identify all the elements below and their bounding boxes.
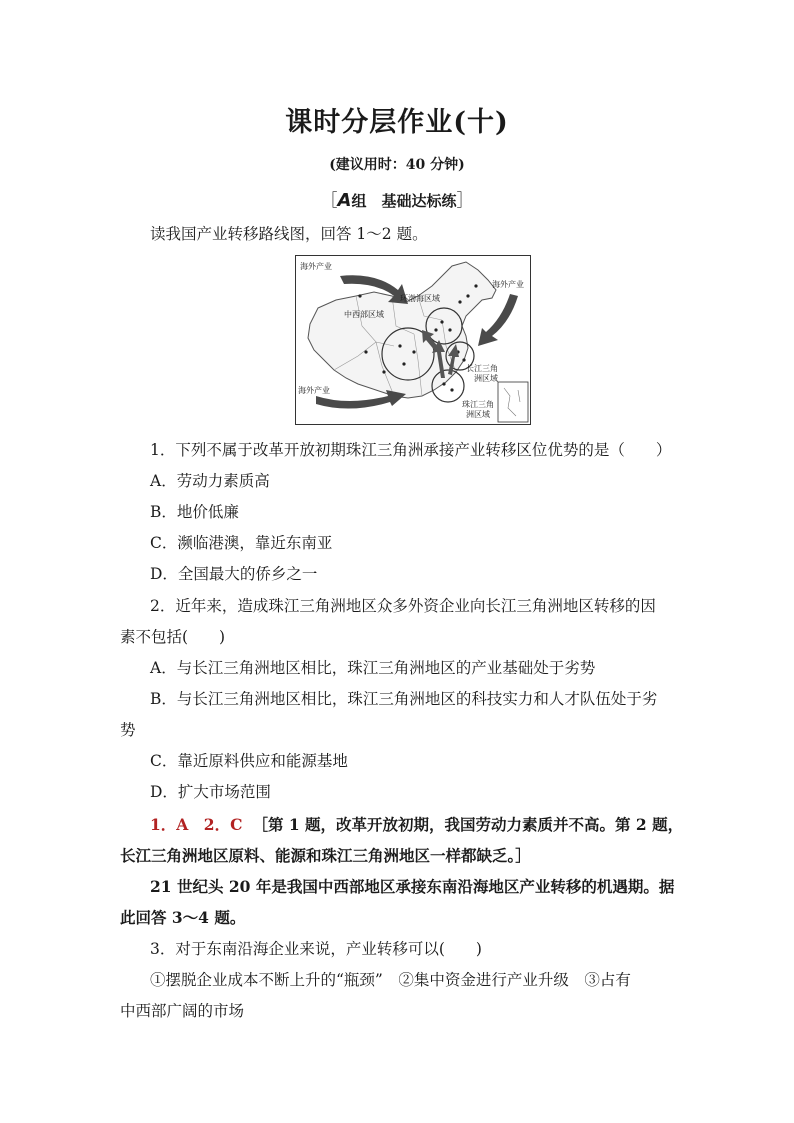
section-heading: [0, 186, 794, 211]
question-2-stem-line-2: 素不包括( ): [120, 628, 226, 646]
question-1-option-b: B．地价低廉: [150, 503, 239, 521]
section-label: 组 基础达标练: [351, 192, 457, 210]
answer-keys: 1．A 2．C: [150, 815, 243, 834]
answer-block-line-1: [150, 815, 683, 835]
industry-transfer-map: [295, 255, 531, 425]
intro-questions-3-4-line-1: 21 世纪头 20 年是我国中西部地区承接东南沿海地区产业转移的机遇期。据: [150, 877, 675, 896]
label-midwest-region: 中西部区域: [344, 310, 384, 319]
question-1-stem: 1．下列不属于改革开放初期珠江三角洲承接产业转移区位优势的是（ ）: [150, 441, 672, 459]
intro-questions-1-2: 读我国产业转移路线图，回答 1～2 题。: [150, 225, 428, 243]
section-bracket-close: ］: [456, 191, 474, 211]
section-letter: A: [337, 190, 352, 211]
answer-explanation-line-1: ［第 1 题，改革开放初期，我国劳动力素质并不高。第 2 题，: [252, 815, 684, 834]
label-overseas-top-left: 海外产业: [300, 262, 332, 271]
question-2-option-d: D．扩大市场范围: [150, 783, 271, 801]
question-1-option-d: D．全国最大的侨乡之一: [150, 565, 318, 583]
question-2-option-b-line-2: 势: [120, 721, 136, 739]
answer-explanation-line-2: 长江三角洲地区原料、能源和珠江三角洲地区一样都缺乏。］: [120, 846, 531, 865]
label-bohai-region: 环渤海区域: [400, 294, 440, 303]
question-3-items-line-2: 中西部广阔的市场: [120, 1002, 245, 1020]
label-pearl-delta-1: 珠江三角: [462, 400, 494, 409]
question-2-option-b-line-1: B．与长江三角洲地区相比，珠江三角洲地区的科技实力和人才队伍处于劣: [150, 690, 658, 708]
question-3-items-line-1: ①摆脱企业成本不断上升的“瓶颈” ②集中资金进行产业升级 ③占有: [150, 971, 631, 989]
label-overseas-top-right: 海外产业: [492, 280, 524, 289]
label-overseas-bottom-left: 海外产业: [298, 386, 330, 395]
question-2-stem-line-1: 2．近年来，造成珠江三角洲地区众多外资企业向长江三角洲地区转移的因: [150, 597, 656, 615]
question-3-stem: 3．对于东南沿海企业来说，产业转移可以( ): [150, 940, 482, 958]
question-2-option-c: C．靠近原料供应和能源基地: [150, 752, 348, 770]
question-2-option-a: A．与长江三角洲地区相比，珠江三角洲地区的产业基础处于劣势: [150, 659, 596, 677]
question-1-option-a: A．劳动力素质高: [150, 472, 270, 490]
page-title: 课时分层作业(十): [285, 107, 509, 138]
label-pearl-delta-2: 洲区域: [466, 410, 490, 419]
intro-questions-3-4-line-2: 此回答 3～4 题。: [120, 908, 246, 927]
label-yangtze-delta-1: 长江三角: [466, 364, 498, 373]
question-1-option-c: C．濒临港澳，靠近东南亚: [150, 534, 333, 552]
label-yangtze-delta-2: 洲区域: [474, 374, 498, 383]
suggested-time: (建议用时：40 分钟): [329, 157, 465, 173]
section-bracket-open: ［: [320, 191, 338, 211]
